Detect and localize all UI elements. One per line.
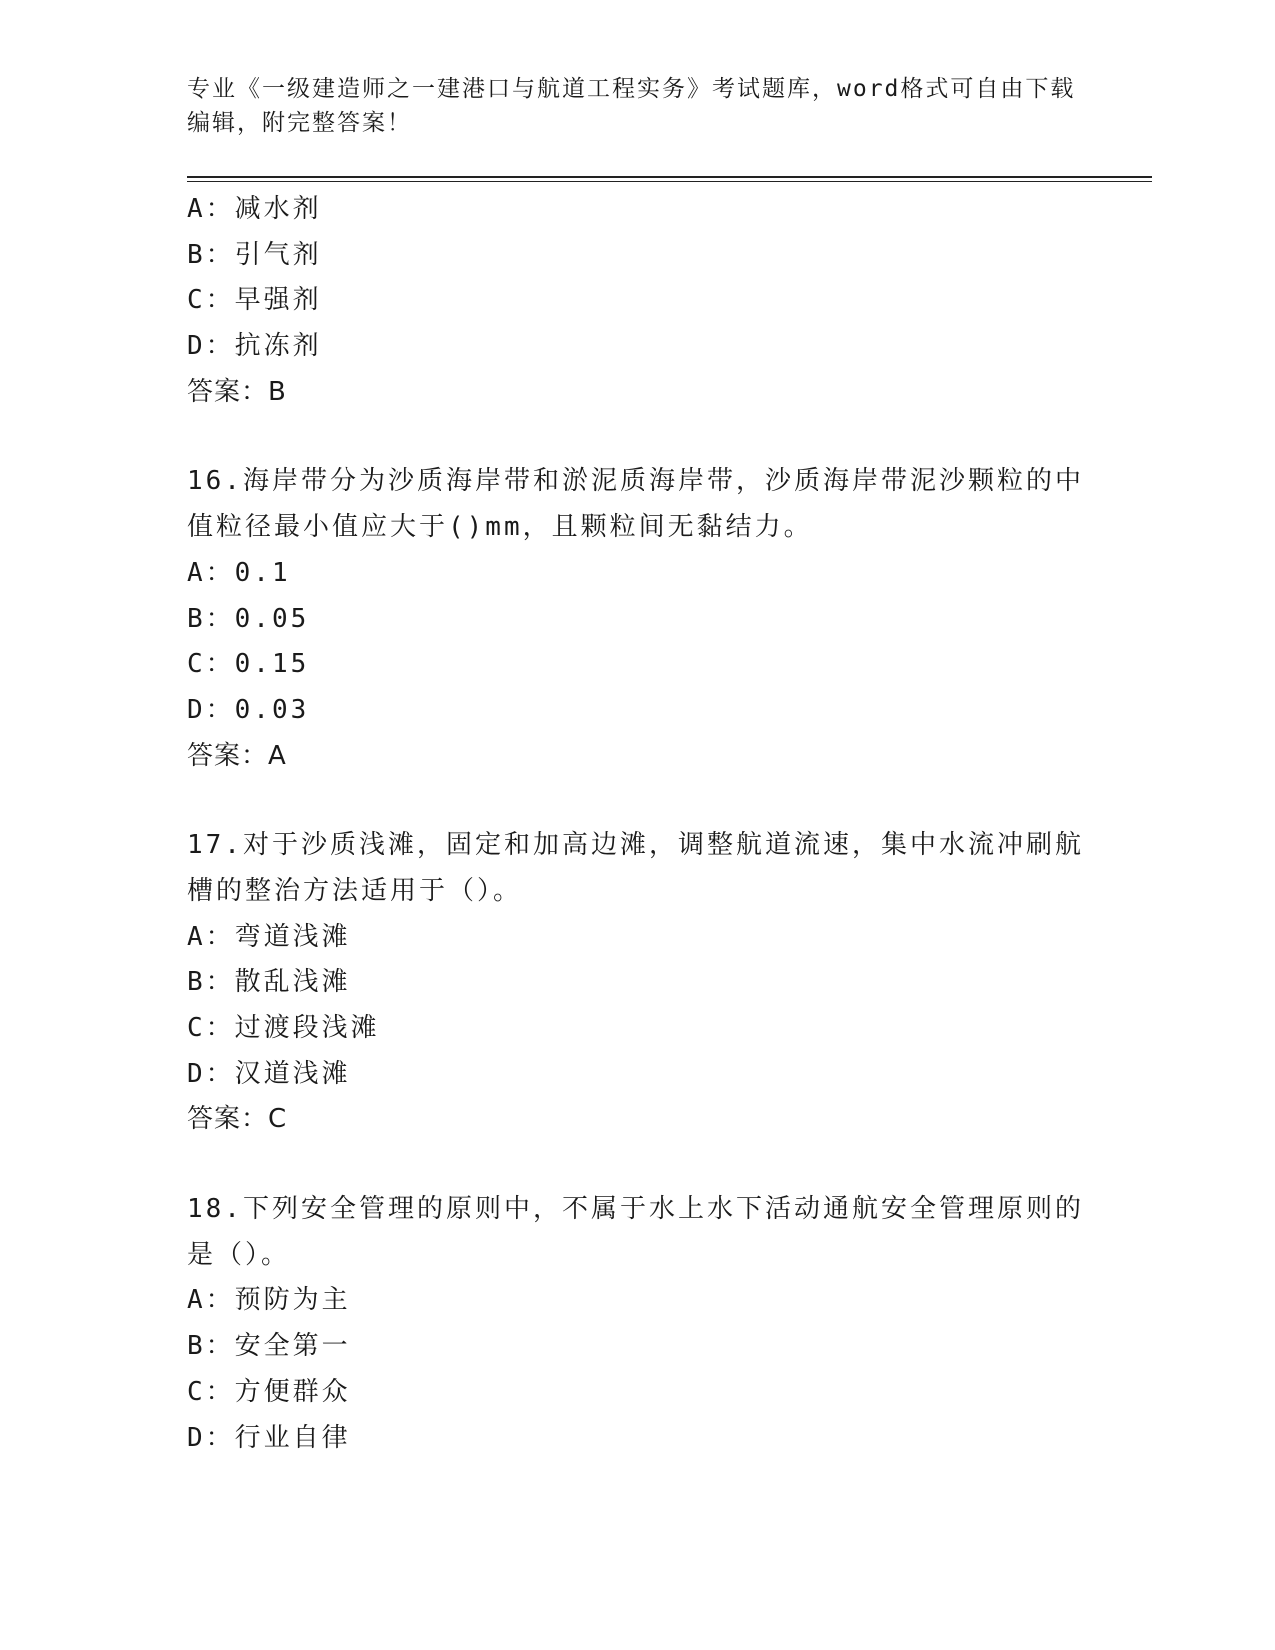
spacer — [187, 415, 1087, 459]
answer-line: 答案：B — [187, 376, 287, 407]
header-line-1: 专业《一级建造师之一建港口与航道工程实务》考试题库，word格式可自由下载 — [187, 76, 1076, 102]
option-b: B：0.05 — [187, 603, 310, 634]
question-stem-line-2: 槽的整治方法适用于（）。 — [187, 875, 523, 906]
option-c: C：早强剂 — [187, 285, 322, 316]
question-stem-line-1: 17.对于沙质浅滩，固定和加高边滩，调整航道流速，集中水流冲刷航 — [187, 830, 1084, 861]
question-15-continued — [187, 187, 1087, 415]
option-d: D：汉道浅滩 — [187, 1058, 351, 1089]
option-d: D：抗冻剂 — [187, 331, 322, 362]
option-b: B：散乱浅滩 — [187, 967, 351, 998]
question-content — [187, 187, 1087, 1461]
option-b: B：安全第一 — [187, 1331, 351, 1362]
option-a: A：预防为主 — [187, 1285, 351, 1316]
option-a: A：弯道浅滩 — [187, 921, 351, 952]
header-divider-thin — [187, 181, 1152, 182]
spacer — [187, 779, 1087, 823]
option-c: C：过渡段浅滩 — [187, 1013, 380, 1043]
question-18 — [187, 1187, 1087, 1461]
answer-line: 答案：C — [187, 1104, 288, 1135]
question-stem-line-2: 值粒径最小值应大于()mm，且颗粒间无黏结力。 — [187, 512, 813, 543]
option-b: B：引气剂 — [187, 239, 322, 270]
question-16 — [187, 459, 1087, 779]
answer-line: 答案：A — [187, 740, 287, 771]
document-header — [187, 72, 1087, 140]
header-line-2: 编辑，附完整答案！ — [187, 110, 412, 136]
option-c: C：方便群众 — [187, 1376, 351, 1407]
option-d: D：行业自律 — [187, 1422, 351, 1453]
option-c: C：0.15 — [187, 649, 310, 680]
header-divider-thick — [187, 176, 1152, 178]
option-d: D：0.03 — [187, 694, 310, 725]
question-stem-line-2: 是（）。 — [187, 1239, 291, 1270]
option-a: A：减水剂 — [187, 194, 322, 224]
option-a: A：0.1 — [187, 557, 291, 588]
question-17 — [187, 823, 1087, 1143]
question-stem-line-1: 16.海岸带分为沙质海岸带和淤泥质海岸带，沙质海岸带泥沙颗粒的中 — [187, 466, 1084, 497]
question-stem-line-1: 18.下列安全管理的原则中，不属于水上水下活动通航安全管理原则的 — [187, 1194, 1084, 1225]
spacer — [187, 1143, 1087, 1187]
